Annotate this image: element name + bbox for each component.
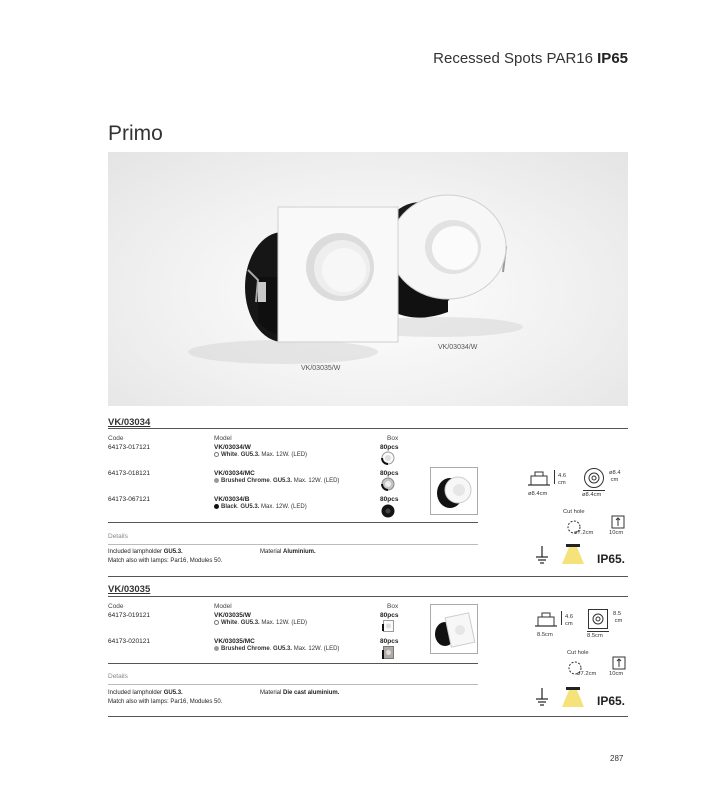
product-model: VK/03034/W [214,444,251,451]
section-end-divider [108,576,628,577]
power-spec: Max. 12W. (LED) [261,452,308,458]
box-quantity: 80pcs [380,470,399,477]
product-code: 64173-019121 [108,612,150,619]
lampholder-info [108,690,183,696]
lampholder-label: Included lampholder [108,549,163,555]
material-label: Material [260,690,282,696]
lamp-compatibility: Match also with lamps: Par16, Modules 50. [108,558,223,564]
product-code: 64173-067121 [108,496,150,503]
lampholder-label: Included lampholder [108,690,163,696]
product-model: VK/03034/MC [214,470,255,477]
lamp-compatibility: Match also with lamps: Par16, Modules 50. [108,699,223,705]
column-label-model: Model [214,435,232,442]
section-end-divider [108,716,628,717]
height-dimension-line [561,611,562,625]
product-model: VK/03034/B [214,496,250,503]
finish-name: White [221,452,238,458]
table-divider [108,522,478,523]
height-unit: cm [558,480,566,486]
power-spec: Max. 12W. (LED) [293,646,340,652]
photo-label-vk03035w: VK/03035/W [301,365,341,372]
lamp-spec: GU5.3. [240,620,260,626]
finish-swatch-brushed-chrome [214,478,219,483]
led-light-beam-icon [561,543,585,565]
table-divider [108,663,478,664]
height-value: 4.6 [558,473,567,479]
finish-swatch-white [214,452,219,457]
finish-thumbnail-brushed-chrome [382,645,395,661]
lampholder-value: GU5.3. [163,690,183,696]
lampholder-info [108,549,183,555]
column-label-box: Box [387,435,399,442]
lampholder-value: GU5.3. [163,549,183,555]
cut-hole-label: Cut hole [567,650,589,656]
lamp-spec: GU5.3. [273,478,293,484]
power-spec: Max. 12W. (LED) [261,504,307,510]
power-spec: Max. 12W. (LED) [293,478,340,484]
photo-label-vk03034w: VK/03034/W [438,344,478,351]
front-face-round-icon [583,467,605,489]
section-title-vk03034: VK/03034 [108,417,151,428]
finish-thumbnail-brushed-chrome [381,477,395,491]
section-title-vk03035: VK/03035 [108,584,151,595]
face-diameter-dimension [613,611,622,625]
finish-swatch-white [214,620,219,625]
recess-depth-icon [612,656,626,670]
height-dimension [565,614,573,628]
face-diameter-dimension [609,470,621,484]
details-label: Details [108,533,128,540]
product-photo-illustration [108,152,628,406]
lamp-spec: GU5.3. [273,646,293,652]
lamp-spec: GU5.3. [240,504,260,510]
product-image-vk03034 [430,467,478,515]
cut-hole-diameter: ø7.2cm [577,671,597,677]
recess-depth: 10cm [609,530,624,536]
product-model: VK/03035/MC [214,638,255,645]
material-value: Aluminium. [283,549,316,555]
ground-symbol-icon [535,687,549,707]
height-value: 4.6 [565,614,574,620]
face-width-line [583,490,605,491]
column-label-code: Code [108,435,124,442]
product-image-vk03035-drawing [431,605,477,653]
finish-thumbnail-black [381,503,395,519]
ip-rating: IP65. [597,552,626,566]
column-label-box: Box [387,603,399,610]
finish-name: Brushed Chrome [221,646,270,652]
column-label-code: Code [108,603,124,610]
face-diameter-value: 8.5 [613,611,622,617]
finish-swatch-black [214,504,219,509]
material-label: Material [260,549,282,555]
finish-swatch-brushed-chrome [214,646,219,651]
product-description: White. GU5.3. Max. 12W. (LED) [214,452,307,458]
recess-depth: 10cm [609,671,624,677]
product-description: Brushed Chrome. GU5.3. Max. 12W. (LED) [214,478,339,484]
section-divider [108,596,628,597]
header-title: Recessed Spots PAR16 [433,50,593,67]
face-width-dimension: 8.5cm [587,633,603,639]
finish-thumbnail-white [382,619,395,633]
product-family-title: Primo [108,122,163,145]
product-description: Black. GU5.3. Max. 12W. (LED) [214,504,307,510]
material-info [260,549,316,555]
box-quantity: 80pcs [380,638,399,645]
material-info [260,690,339,696]
width-dimension: 8.5cm [537,632,553,638]
material-value: Die cast aluminium. [283,690,340,696]
ground-symbol-icon [535,545,549,565]
details-label: Details [108,673,128,680]
width-dimension: ø8.4cm [528,491,548,497]
finish-name: Black [221,504,238,510]
cut-hole-label: Cut hole [563,509,585,515]
face-diameter-unit: cm [614,618,623,624]
section-divider [108,428,628,429]
box-quantity: 80pcs [380,496,399,503]
product-code: 64173-017121 [108,444,150,451]
face-width-line [587,631,609,632]
height-dimension-line [554,470,555,484]
box-quantity: 80pcs [380,444,399,451]
led-light-beam-icon [561,686,585,708]
finish-name: Brushed Chrome [221,478,270,484]
front-face-square-icon [587,608,609,630]
product-photo [108,152,628,406]
product-description: White. GU5.3. Max. 12W. (LED) [214,620,307,626]
page-number: 287 [610,754,624,763]
finish-thumbnail-white [381,451,395,465]
column-label-model: Model [214,603,232,610]
product-image-vk03035 [430,604,478,654]
ip-rating: IP65. [597,694,626,708]
face-diameter-value: ø8.4 [609,470,621,476]
product-code: 64173-018121 [108,470,150,477]
product-model: VK/03035/W [214,612,251,619]
details-divider [108,684,478,685]
recess-depth-icon [611,515,625,529]
lamp-spec: GU5.3. [240,452,260,458]
header-rating: IP65 [597,50,628,67]
product-code: 64173-020121 [108,638,150,645]
side-profile-icon [527,470,551,488]
power-spec: Max. 12W. (LED) [261,620,308,626]
height-unit: cm [565,621,573,627]
side-profile-icon [534,611,558,629]
finish-name: White [221,620,238,626]
height-dimension [558,473,566,487]
cut-hole-diameter: ø7.2cm [574,530,594,536]
box-quantity: 80pcs [380,612,399,619]
face-diameter-unit: cm [610,477,619,483]
product-description: Brushed Chrome. GU5.3. Max. 12W. (LED) [214,646,339,652]
product-image-vk03034-drawing [431,468,477,514]
details-divider [108,544,478,545]
catalog-header [360,50,628,67]
face-width-dimension: ø8.4cm [582,492,602,498]
